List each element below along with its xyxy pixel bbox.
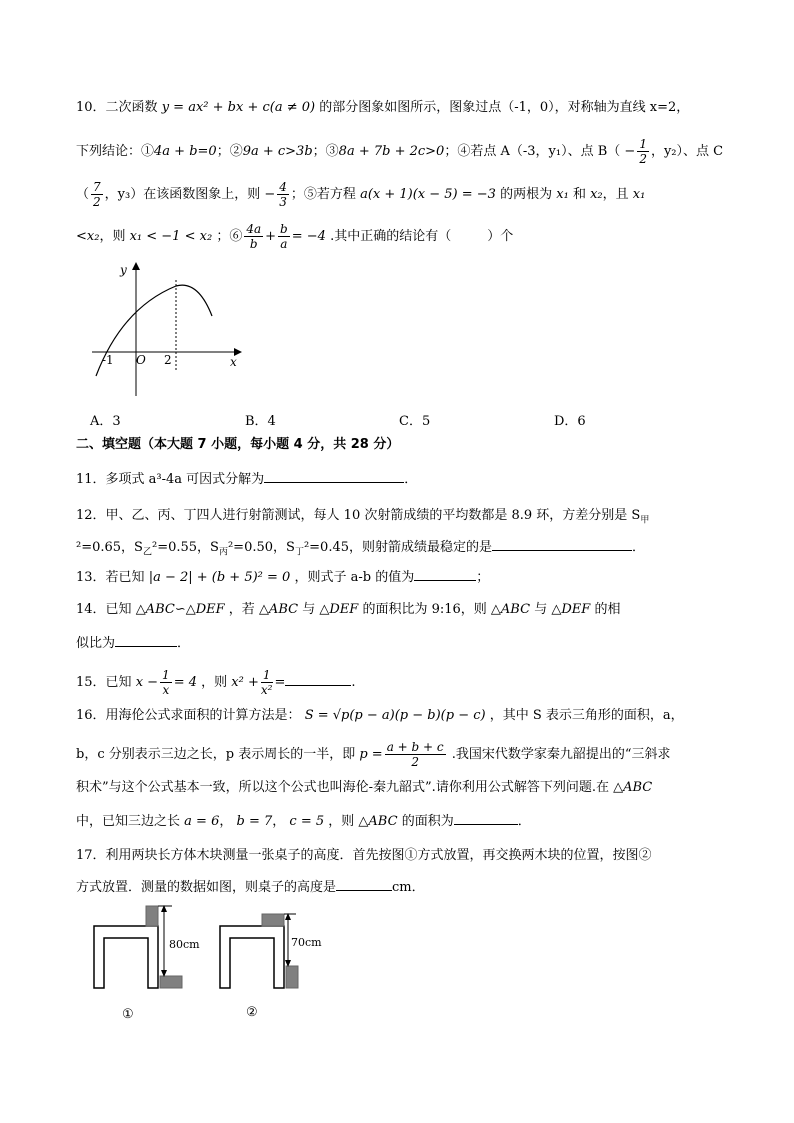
block-tall [286, 966, 298, 988]
q16-line3: 积术”与这个公式基本一致，所以这个公式也叫海伦-秦九韶式”.请你利用公式解答下列问题.在 △ABC [76, 780, 653, 795]
q13: 13．若已知 |a − 2| + (b + 5)² = 0 ，则式子 a-b 的值为 ； [76, 566, 489, 588]
option-d[interactable]: D．6 [554, 414, 586, 429]
q15: 15．已知 x − $\frac{1}{x}$ = 4 ，则 x² + $\frac{1}{\text{x²}}$ = . [76, 668, 356, 697]
tick-minus-one: -1 [102, 353, 114, 367]
block-flat [262, 914, 284, 926]
block-tall [146, 906, 158, 926]
q13-answer-blank[interactable] [414, 566, 476, 581]
frac-semi-perimeter: $\frac{a + b + c}{2}$ [386, 740, 444, 769]
q15-answer-blank[interactable] [285, 671, 351, 686]
figure-1 [92, 902, 216, 1026]
q10-line3: （ $\frac{7}{2}$ ，y₃）在该函数图象上，则 − $\frac{4}{3}$ ；⑤若方程 a(x + 1)(x − 5) = −3 的两根为 x₁ 和 x₂，且 x₁ [76, 180, 646, 209]
y-axis-arrow [132, 262, 140, 270]
q12-line2: ²=0.65，$S_乙^2=0.55$，$S_丙^2=0.50$，$S_丁^2=0.45$，则射箭成绩最稳定的是 ． [76, 536, 645, 563]
q14-line2: 似比为 ． [76, 632, 190, 654]
fig1-height-label: 80cm [169, 938, 200, 951]
frac-b-a: $\frac{b}{a}$ [280, 222, 288, 251]
q10-line2: 下列结论：①4a + b=0；②9a + c>3b；③8a + 7b + 2c>0；④若点 A（-3，y₁）、点 B（ − $\frac{1}{2}$ ，y₂）、点 C [76, 137, 724, 166]
q16-answer-blank[interactable] [454, 810, 518, 825]
frac-seven-half: $\frac{7}{2}$ [93, 180, 101, 209]
y-label: y [120, 263, 127, 277]
q16-line2: b，c 分别表示三边之长，p 表示周长的一半，即 p = $\frac{a + b + c}{2}$ .我国宋代数学家秦九韶提出的“三斜求 [76, 740, 671, 769]
origin-label: O [136, 353, 146, 367]
q14-answer-blank[interactable] [115, 632, 177, 647]
q12-answer-blank[interactable] [492, 536, 632, 551]
frac-one-half: $\frac{1}{2}$ [639, 137, 647, 166]
q16-line4: 中，已知三边之长 a = 6， b = 7， c = 5 ，则 △ABC 的面积为 ． [76, 810, 531, 832]
x-label: x [230, 355, 237, 369]
option-c[interactable]: C．5 [399, 414, 431, 429]
q14-line1: 14．已知 △ABC∽△DEF ，若 △ABC 与 △DEF 的面积比为 9:16，则 △ABC 与 △DEF 的相 [76, 602, 621, 617]
q10-line1: 10．二次函数 y = ax² + bx + c(a ≠ 0) 的部分图象如图所示，图象过点（-1，0），对称轴为直线 x=2， [76, 100, 690, 115]
q10-function: y = ax² + bx + c(a ≠ 0) [161, 100, 316, 115]
frac-4a-b: $\frac{4a}{b}$ [246, 222, 262, 251]
fig2-height-label: 70cm [291, 936, 322, 949]
table-shape [94, 926, 158, 988]
option-a[interactable]: A．3 [90, 414, 121, 429]
q17-answer-blank[interactable] [336, 876, 392, 891]
table-shape [220, 926, 284, 988]
section-title: 二、填空题（本大题 7 小题，每小题 4 分，共 28 分） [76, 437, 400, 452]
tick-two: 2 [164, 353, 172, 367]
frac-1-x2: $\frac{1}{\text{x²}}$ [260, 668, 273, 697]
block-flat [160, 976, 182, 988]
q17-line2: 方式放置．测量的数据如图，则桌子的高度是 cm． [76, 876, 425, 898]
option-b[interactable]: B．4 [245, 414, 276, 429]
q10-line4: <x₂，则 x₁ < −1 < x₂ ；⑥ $\frac{4a}{b}$ + $\frac{b}{a}$ = −4 .其中正确的结论有（ ）个 [76, 222, 514, 251]
figure-2 [218, 902, 342, 1026]
frac-four-third: $\frac{4}{3}$ [279, 180, 287, 209]
q11: 11．多项式 a³-4a 可因式分解为 ． [76, 468, 417, 490]
q11-answer-blank[interactable] [264, 468, 404, 483]
parabola-graph [88, 258, 248, 400]
q10-number: 10． [76, 100, 106, 115]
q12-line1: 12．甲、乙、丙、丁四人进行射箭测试，每人 10 次射箭成绩的平均数都是 8.9 环，方差分别是 $S_甲$ [76, 508, 650, 526]
fig2-number: ② [246, 1005, 258, 1020]
q16-line1: 16．用海伦公式求面积的计算方法是： S = √p(p − a)(p − b)(p − c) ，其中 S 表示三角形的面积，a， [76, 708, 684, 723]
frac-1-x: $\frac{1}{x}$ [162, 668, 170, 697]
q17-line1: 17．利用两块长方体木块测量一张桌子的高度．首先按图①方式放置，再交换两木块的位置，按图② [76, 848, 652, 863]
fig1-number: ① [122, 1007, 134, 1022]
heron-formula: S = √p(p − a)(p − b)(p − c) [304, 708, 486, 723]
